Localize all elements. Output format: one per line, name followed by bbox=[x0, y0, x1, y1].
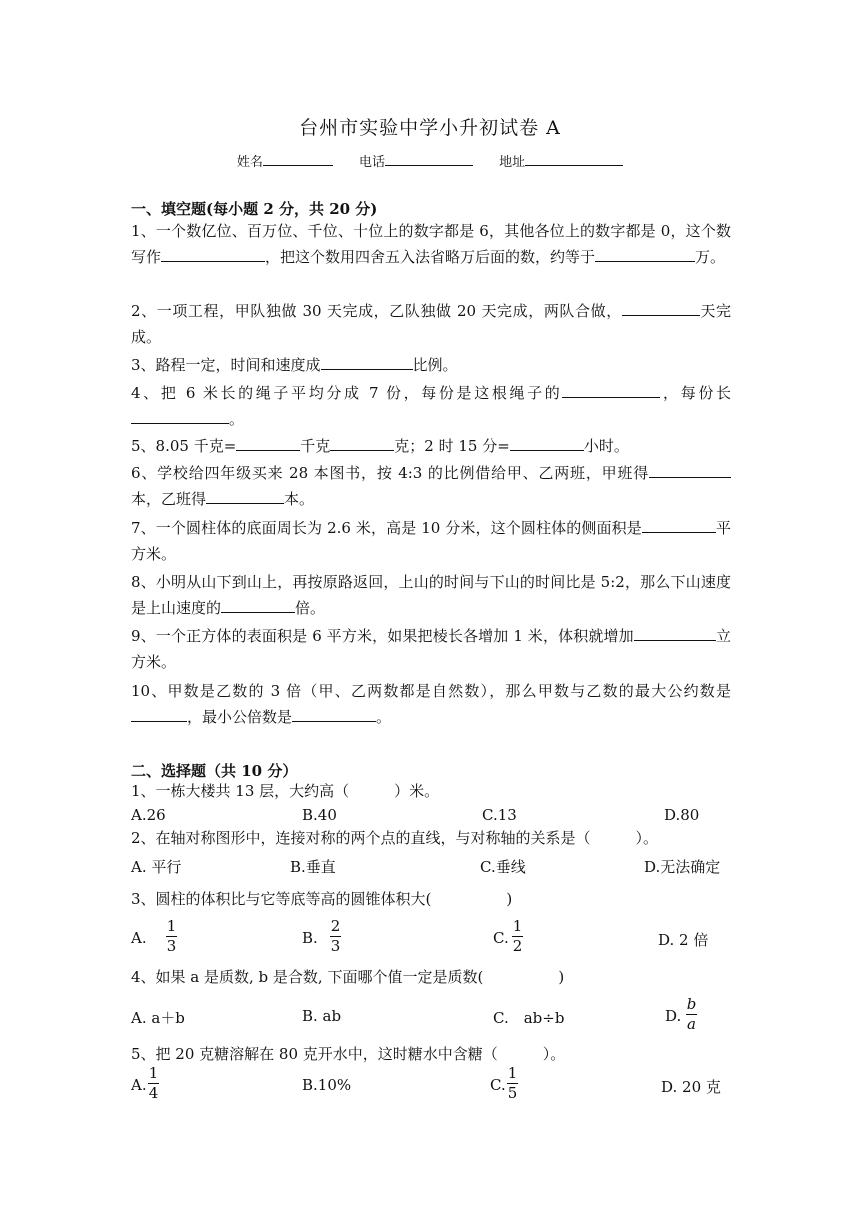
choice-question-4-stem: 4、如果 a 是质数, b 是合数, 下面哪个值一定是质数( ) bbox=[131, 968, 565, 986]
answer-blank[interactable] bbox=[292, 705, 376, 722]
fill-question-8: 8、小明从山下到山上，再按原路返回，上山的时间与下山的时间比是 5:2，那么下山速度是上山速度的 倍。 bbox=[131, 573, 731, 617]
fill-question-10: 10、甲数是乙数的 3 倍（甲、乙两数都是自然数），那么甲数与乙数的最大公约数是，最小公倍数是 。 bbox=[131, 682, 731, 726]
fill-question-9: 9、一个正方体的表面积是 6 平方米，如果把棱长各增加 1 米，体积就增加 立方米。 bbox=[131, 623, 731, 675]
answer-blank[interactable] bbox=[510, 434, 584, 451]
answer-blank[interactable] bbox=[595, 245, 695, 262]
choice-2-option-c[interactable]: C.垂线 bbox=[480, 858, 526, 876]
choice-4-option-b[interactable]: B. ab bbox=[302, 1007, 342, 1025]
answer-blank[interactable] bbox=[642, 516, 716, 533]
choice-4-option-c[interactable]: C. ab÷b bbox=[493, 1009, 565, 1027]
fill-question-1: 1、一个数亿位、百万位、千位、十位上的数字都是 6，其他各位上的数字都是 0，这个数写作 ，把这个数用四舍五入法省略万后面的数，约等于 万。 bbox=[131, 222, 731, 266]
name-blank[interactable] bbox=[263, 152, 333, 166]
fraction-two-thirds: 2 3 bbox=[330, 917, 341, 955]
fraction-one-third: 1 3 bbox=[166, 917, 177, 955]
fraction-one-half: 1 2 bbox=[512, 917, 523, 955]
answer-blank[interactable] bbox=[206, 487, 284, 504]
choice-3-option-c[interactable]: C. bbox=[493, 929, 509, 947]
phone-label: 电话 bbox=[358, 155, 385, 170]
choice-1-option-b[interactable]: B.40 bbox=[302, 806, 337, 824]
address-label: 地址 bbox=[499, 155, 526, 170]
name-label: 姓名 bbox=[236, 155, 263, 170]
answer-blank[interactable] bbox=[634, 624, 716, 641]
choice-question-2-stem: 2、在轴对称图形中，连接对称的两个点的直线，与对称轴的关系是（ ）。 bbox=[131, 829, 659, 847]
fill-question-6: 6、学校给四年级买来 28 本图书，按 4:3 的比例借给甲、乙两班，甲班得本，乙班得 本。 bbox=[131, 460, 731, 512]
exam-title: 台州市实验中学小升初试卷 A bbox=[299, 117, 561, 139]
choice-1-option-a[interactable]: A.26 bbox=[131, 806, 166, 824]
answer-blank[interactable] bbox=[622, 299, 700, 316]
fill-question-4: 4、把 6 米长的绳子平均分成 7 份，每份是这根绳子的 ，每份长。 bbox=[131, 380, 731, 432]
choice-2-option-b[interactable]: B.垂直 bbox=[290, 858, 336, 876]
choice-1-option-c[interactable]: C.13 bbox=[482, 806, 517, 824]
choice-5-option-a[interactable]: A. bbox=[131, 1076, 147, 1094]
answer-blank[interactable] bbox=[321, 353, 413, 370]
section-1-heading: 一、填空题(每小题 2 分，共 20 分) bbox=[131, 200, 378, 218]
choice-2-option-a[interactable]: A. 平行 bbox=[131, 858, 182, 876]
answer-blank[interactable] bbox=[131, 705, 187, 722]
choice-question-3-stem: 3、圆柱的体积比与它等底等高的圆锥体积大( ) bbox=[131, 890, 513, 908]
choice-3-option-b[interactable]: B. bbox=[302, 929, 318, 947]
choice-5-option-b[interactable]: B.10% bbox=[302, 1076, 352, 1094]
phone-blank[interactable] bbox=[385, 152, 473, 166]
answer-blank[interactable] bbox=[161, 245, 265, 262]
fill-question-7: 7、一个圆柱体的底面周长为 2.6 米，高是 10 分米，这个圆柱体的侧面积是 平方米。 bbox=[131, 515, 731, 567]
section-2-heading: 二、选择题（共 10 分） bbox=[131, 762, 298, 780]
fraction-b-over-a: b a bbox=[686, 995, 697, 1033]
answer-blank[interactable] bbox=[236, 434, 300, 451]
choice-3-option-a[interactable]: A. bbox=[131, 929, 147, 947]
fraction-one-fifth: 1 5 bbox=[507, 1064, 518, 1102]
answer-blank[interactable] bbox=[131, 407, 229, 424]
answer-blank[interactable] bbox=[649, 461, 731, 478]
answer-blank[interactable] bbox=[221, 596, 295, 613]
choice-5-option-d[interactable]: D. 20 克 bbox=[661, 1078, 721, 1096]
fill-question-2: 2、一项工程，甲队独做 30 天完成，乙队独做 20 天完成，两队合做， 天完成。 bbox=[131, 298, 731, 350]
choice-1-option-d[interactable]: D.80 bbox=[664, 806, 700, 824]
student-info-line bbox=[0, 151, 860, 170]
fill-question-3: 3、路程一定，时间和速度成 比例。 bbox=[131, 352, 731, 378]
choice-2-option-d[interactable]: D.无法确定 bbox=[644, 858, 721, 876]
fill-question-5: 5、8.05 千克= 千克 克；2 时 15 分= 小时。 bbox=[131, 433, 731, 459]
answer-blank[interactable] bbox=[330, 434, 394, 451]
choice-5-option-c[interactable]: C. bbox=[490, 1076, 506, 1094]
choice-question-5-stem: 5、把 20 克糖溶解在 80 克开水中，这时糖水中含糖（ ）。 bbox=[131, 1045, 566, 1063]
choice-3-option-d[interactable]: D. 2 倍 bbox=[658, 931, 709, 949]
choice-4-option-a[interactable]: A. a＋b bbox=[131, 1009, 185, 1027]
choice-question-1-stem: 1、一栋大楼共 13 层，大约高（ ）米。 bbox=[131, 782, 440, 800]
address-blank[interactable] bbox=[525, 152, 623, 166]
fraction-one-quarter: 1 4 bbox=[148, 1064, 159, 1102]
choice-4-option-d[interactable]: D. bbox=[665, 1007, 682, 1025]
answer-blank[interactable] bbox=[562, 381, 660, 398]
